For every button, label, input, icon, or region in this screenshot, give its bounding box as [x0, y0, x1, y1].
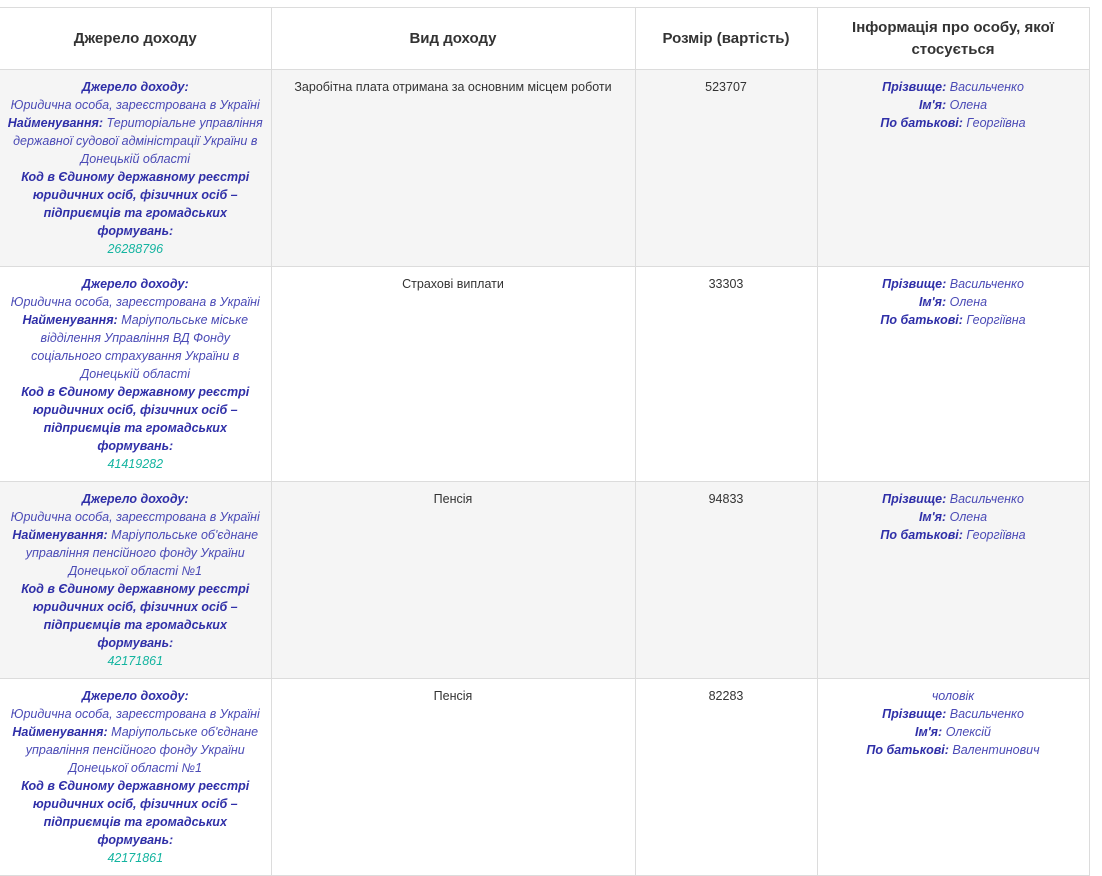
source-code: 41419282 — [107, 457, 164, 471]
income-table-container — [0, 7, 1089, 876]
label-surname: Прізвище: — [882, 80, 947, 94]
header-person: Інформація про особу, якої стосується — [817, 8, 1089, 70]
label-patronymic: По батькові: — [866, 743, 949, 757]
cell-income-type: Заробітна плата отримана за основним місцем роботи — [271, 70, 635, 267]
person-patronymic: Георгіївна — [966, 528, 1026, 542]
table-row — [0, 70, 1089, 267]
cell-person — [817, 70, 1089, 267]
cell-source — [0, 267, 271, 482]
label-name: Найменування: — [22, 313, 118, 327]
person-first-name: Олексій — [945, 725, 992, 739]
person-patronymic: Валентинович — [952, 743, 1040, 757]
person-relation: чоловік — [931, 689, 975, 703]
table-header-row — [0, 8, 1089, 70]
person-surname: Васильченко — [949, 277, 1024, 291]
cell-source — [0, 482, 271, 679]
person-first-name: Олена — [949, 295, 988, 309]
source-name: Маріупольське об'єднане управління пенсійного фонду України Донецької області №1 — [25, 725, 259, 775]
label-name: Найменування: — [12, 528, 108, 542]
cell-income-type: Пенсія — [271, 482, 635, 679]
source-name: Маріупольське міське відділення Управління ВД Фонду соціального страхування України в Донецькій області — [31, 313, 249, 381]
person-first-name: Олена — [949, 98, 988, 112]
label-code: Код в Єдиному державному реєстрі юридичних осіб, фізичних осіб – підприємців та громадських формувань: — [21, 170, 250, 238]
label-surname: Прізвище: — [882, 492, 947, 506]
label-patronymic: По батькові: — [880, 116, 963, 130]
label-first-name: Ім'я: — [918, 295, 947, 309]
cell-person — [817, 267, 1089, 482]
source-code: 42171861 — [107, 654, 164, 668]
cell-amount: 94833 — [635, 482, 817, 679]
label-first-name: Ім'я: — [914, 725, 943, 739]
label-first-name: Ім'я: — [918, 98, 947, 112]
label-source: Джерело доходу: — [81, 492, 189, 506]
label-code: Код в Єдиному державному реєстрі юридичних осіб, фізичних осіб – підприємців та громадських формувань: — [21, 779, 250, 847]
source-type: Юридична особа, зареєстрована в Україні — [10, 510, 260, 524]
person-surname: Васильченко — [949, 707, 1024, 721]
label-code: Код в Єдиному державному реєстрі юридичних осіб, фізичних осіб – підприємців та громадських формувань: — [21, 385, 250, 453]
cell-income-type: Страхові виплати — [271, 267, 635, 482]
label-source: Джерело доходу: — [81, 689, 189, 703]
source-name: Територіальне управління державної судової адміністрації України в Донецькій області — [13, 116, 263, 166]
source-name: Маріупольське об'єднане управління пенсійного фонду України Донецької області №1 — [25, 528, 259, 578]
header-source: Джерело доходу — [0, 8, 271, 70]
source-code: 42171861 — [107, 851, 164, 865]
label-source: Джерело доходу: — [81, 277, 189, 291]
label-code: Код в Єдиному державному реєстрі юридичних осіб, фізичних осіб – підприємців та громадських формувань: — [21, 582, 250, 650]
cell-person — [817, 482, 1089, 679]
source-type: Юридична особа, зареєстрована в Україні — [10, 98, 260, 112]
label-source: Джерело доходу: — [81, 80, 189, 94]
table-row — [0, 482, 1089, 679]
person-surname: Васильченко — [949, 492, 1024, 506]
label-patronymic: По батькові: — [880, 313, 963, 327]
cell-amount: 82283 — [635, 679, 817, 876]
person-first-name: Олена — [949, 510, 988, 524]
label-name: Найменування: — [12, 725, 108, 739]
cell-amount: 33303 — [635, 267, 817, 482]
table-row — [0, 679, 1089, 876]
label-patronymic: По батькові: — [880, 528, 963, 542]
label-name: Найменування: — [7, 116, 104, 130]
cell-source — [0, 679, 271, 876]
income-table — [0, 7, 1090, 876]
header-amount: Розмір (вартість) — [635, 8, 817, 70]
person-patronymic: Георгіївна — [966, 313, 1026, 327]
cell-person — [817, 679, 1089, 876]
label-first-name: Ім'я: — [918, 510, 947, 524]
source-type: Юридична особа, зареєстрована в Україні — [10, 295, 260, 309]
header-type: Вид доходу — [271, 8, 635, 70]
label-surname: Прізвище: — [882, 277, 947, 291]
table-row — [0, 267, 1089, 482]
person-surname: Васильченко — [949, 80, 1024, 94]
cell-amount: 523707 — [635, 70, 817, 267]
label-surname: Прізвище: — [882, 707, 947, 721]
person-patronymic: Георгіївна — [966, 116, 1026, 130]
source-code: 26288796 — [107, 242, 164, 256]
cell-income-type: Пенсія — [271, 679, 635, 876]
source-type: Юридична особа, зареєстрована в Україні — [10, 707, 260, 721]
cell-source — [0, 70, 271, 267]
